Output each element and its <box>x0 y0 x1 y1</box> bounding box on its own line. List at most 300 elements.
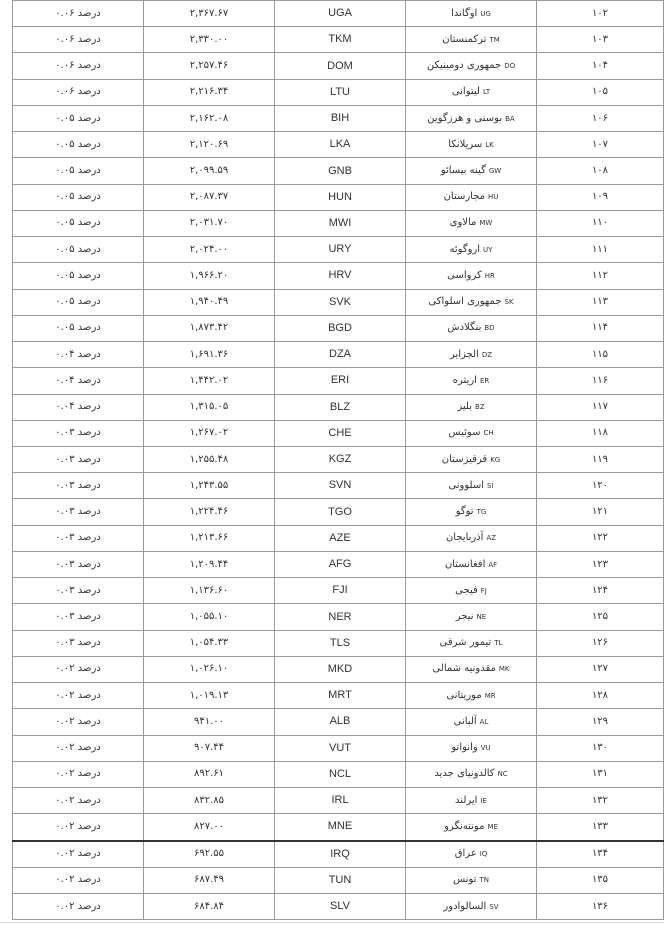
rank-cell: ۱۰۵ <box>537 79 664 105</box>
country-name-wrap <box>432 663 509 674</box>
share-percent-cell: ۰.۰۲ درصد <box>13 709 144 735</box>
iso2-code: SI <box>487 481 494 490</box>
iso2-code: UY <box>483 245 493 254</box>
rank-cell: ۱۳۲ <box>537 788 664 814</box>
iso2-code: LK <box>485 140 494 149</box>
iso3-code-cell: BGD <box>275 315 406 341</box>
country-name-wrap <box>447 270 495 281</box>
share-percent-cell: ۰.۰۳ درصد <box>13 525 144 551</box>
share-percent-cell: ۰.۰۵ درصد <box>13 289 144 315</box>
rank-cell: ۱۳۱ <box>537 761 664 787</box>
iso2-code: BZ <box>475 403 485 412</box>
country-ranking-table <box>12 0 664 920</box>
iso3-code-cell: MWI <box>275 210 406 236</box>
table-row <box>13 184 664 210</box>
iso2-code: IQ <box>479 850 488 859</box>
table-row <box>13 656 664 682</box>
share-percent-cell: ۰.۰۲ درصد <box>13 893 144 919</box>
country-name-wrap <box>427 60 515 71</box>
value-cell: ۲,۳۳۰.۰۰ <box>144 27 275 53</box>
country-name: بوسنی و هرزگوین <box>427 112 503 124</box>
country-name-wrap <box>443 901 498 912</box>
country-name-wrap <box>457 401 484 412</box>
iso3-code-cell: DOM <box>275 53 406 79</box>
iso2-code: MK <box>498 665 510 674</box>
table-row <box>13 420 664 446</box>
country-name: موریتانی <box>446 689 482 701</box>
iso2-code: SK <box>504 298 514 307</box>
table-row <box>13 604 664 630</box>
value-cell: ۲,۱۲۰.۶۹ <box>144 132 275 158</box>
country-name-wrap <box>454 716 489 727</box>
value-cell: ۱,۰۲۶.۱۰ <box>144 656 275 682</box>
share-percent-cell: ۰.۰۵ درصد <box>13 132 144 158</box>
country-name-cell <box>406 368 537 394</box>
value-cell: ۲,۰۸۷.۳۷ <box>144 184 275 210</box>
iso2-code: BA <box>505 114 515 123</box>
iso3-code-cell: IRQ <box>275 841 406 868</box>
iso3-code-cell: DZA <box>275 342 406 368</box>
value-cell: ۱,۲۴۳.۵۵ <box>144 473 275 499</box>
rank-cell: ۱۲۹ <box>537 709 664 735</box>
country-name: کالدونیای جدید <box>434 768 495 780</box>
country-name: سریلانکا <box>448 138 483 150</box>
iso3-code-cell: SLV <box>275 893 406 919</box>
country-name: ترکمنستان <box>442 33 487 45</box>
country-name-cell <box>406 867 537 893</box>
table-row <box>13 683 664 709</box>
iso2-code: TG <box>476 508 487 517</box>
share-percent-cell: ۰.۰۳ درصد <box>13 473 144 499</box>
country-name-cell <box>406 394 537 420</box>
iso2-code: DZ <box>481 350 493 359</box>
table-row <box>13 342 664 368</box>
country-name-wrap <box>444 191 499 202</box>
share-percent-cell: ۰.۰۲ درصد <box>13 841 144 868</box>
country-name-wrap <box>446 532 496 543</box>
rank-cell: ۱۲۶ <box>537 630 664 656</box>
country-name: اریتره <box>452 374 477 386</box>
table-row <box>13 289 664 315</box>
country-name-wrap <box>456 506 487 517</box>
country-name-wrap <box>446 690 495 701</box>
iso3-code-cell: TKM <box>275 27 406 53</box>
rank-cell: ۱۱۰ <box>537 210 664 236</box>
country-name-cell <box>406 210 537 236</box>
country-name-cell <box>406 499 537 525</box>
country-name: افغانستان <box>444 558 486 570</box>
country-name: الجزایر <box>449 348 479 360</box>
country-name-wrap <box>450 349 492 360</box>
value-cell: ۱,۲۰۹.۴۴ <box>144 551 275 577</box>
country-name-cell <box>406 578 537 604</box>
rank-cell: ۱۲۲ <box>537 525 664 551</box>
country-name-wrap <box>452 86 490 97</box>
table-row <box>13 158 664 184</box>
share-percent-cell: ۰.۰۶ درصد <box>13 27 144 53</box>
iso3-code-cell: IRL <box>275 788 406 814</box>
rank-cell: ۱۱۲ <box>537 263 664 289</box>
country-name: اوگاندا <box>451 7 478 19</box>
rank-cell: ۱۱۴ <box>537 315 664 341</box>
iso3-code-cell: MKD <box>275 656 406 682</box>
value-cell: ۱,۴۴۲.۰۲ <box>144 368 275 394</box>
iso3-code-cell: URY <box>275 237 406 263</box>
rank-cell: ۱۲۵ <box>537 604 664 630</box>
iso3-code-cell: AZE <box>275 525 406 551</box>
country-name-cell <box>406 473 537 499</box>
country-name-cell <box>406 1 537 27</box>
country-name-cell <box>406 604 537 630</box>
iso3-code-cell: FJI <box>275 578 406 604</box>
value-cell: ۶۸۷.۴۹ <box>144 867 275 893</box>
iso3-code-cell: LTU <box>275 79 406 105</box>
share-percent-cell: ۰.۰۲ درصد <box>13 735 144 761</box>
share-percent-cell: ۰.۰۴ درصد <box>13 368 144 394</box>
share-percent-cell: ۰.۰۶ درصد <box>13 79 144 105</box>
share-percent-cell: ۰.۰۵ درصد <box>13 210 144 236</box>
share-percent-cell: ۰.۰۳ درصد <box>13 578 144 604</box>
table-row <box>13 709 664 735</box>
country-name-wrap <box>448 139 494 150</box>
rank-cell: ۱۱۸ <box>537 420 664 446</box>
iso3-code-cell: GNB <box>275 158 406 184</box>
rank-cell: ۱۰۲ <box>537 1 664 27</box>
country-name-cell <box>406 158 537 184</box>
table-row <box>13 788 664 814</box>
country-name-wrap <box>455 848 488 859</box>
country-name-cell <box>406 342 537 368</box>
table-row <box>13 814 664 841</box>
iso3-code-cell: ERI <box>275 368 406 394</box>
country-name: بلیز <box>457 401 473 413</box>
table-row <box>13 1 664 27</box>
rank-cell: ۱۳۳ <box>537 814 664 841</box>
country-name-wrap <box>442 34 500 45</box>
iso2-code: VU <box>480 744 491 753</box>
value-cell: ۲,۲۱۶.۳۴ <box>144 79 275 105</box>
rank-cell: ۱۲۳ <box>537 551 664 577</box>
value-cell: ۱,۱۳۶.۶۰ <box>144 578 275 604</box>
table-row <box>13 867 664 893</box>
share-percent-cell: ۰.۰۳ درصد <box>13 420 144 446</box>
country-name-cell <box>406 105 537 131</box>
country-name-wrap <box>440 637 503 648</box>
country-name-wrap <box>456 611 486 622</box>
country-name-cell <box>406 420 537 446</box>
rank-cell: ۱۰۴ <box>537 53 664 79</box>
rank-cell: ۱۰۶ <box>537 105 664 131</box>
country-name-cell <box>406 814 537 841</box>
rank-cell: ۱۲۸ <box>537 683 664 709</box>
iso2-code: NC <box>497 770 508 779</box>
country-name-cell <box>406 841 537 868</box>
table-row <box>13 237 664 263</box>
value-cell: ۱,۰۵۵.۱۰ <box>144 604 275 630</box>
share-percent-cell: ۰.۰۲ درصد <box>13 683 144 709</box>
iso2-code: LT <box>482 88 491 97</box>
country-name-cell <box>406 551 537 577</box>
value-cell: ۹۴۱.۰۰ <box>144 709 275 735</box>
country-name-wrap <box>455 795 487 806</box>
iso3-code-cell: UGA <box>275 1 406 27</box>
share-percent-cell: ۰.۰۳ درصد <box>13 499 144 525</box>
rank-cell: ۱۰۹ <box>537 184 664 210</box>
iso3-code-cell: HRV <box>275 263 406 289</box>
table-row <box>13 473 664 499</box>
share-percent-cell: ۰.۰۵ درصد <box>13 184 144 210</box>
rank-cell: ۱۱۳ <box>537 289 664 315</box>
country-name: توگو <box>455 506 474 518</box>
table-row <box>13 132 664 158</box>
country-name-cell <box>406 79 537 105</box>
table-row <box>13 525 664 551</box>
iso2-code: SV <box>489 902 499 911</box>
iso2-code: UG <box>480 9 491 18</box>
share-percent-cell: ۰.۰۲ درصد <box>13 814 144 841</box>
iso3-code-cell: NER <box>275 604 406 630</box>
value-cell: ۱,۲۱۳.۶۶ <box>144 525 275 551</box>
country-name: لیتوانی <box>451 86 480 98</box>
value-cell: ۱,۲۶۷.۰۲ <box>144 420 275 446</box>
country-name-cell <box>406 709 537 735</box>
country-name: جمهوری دومینیکن <box>426 60 502 72</box>
iso2-code: ME <box>487 822 498 831</box>
country-name-cell <box>406 315 537 341</box>
value-cell: ۱,۳۱۵.۰۵ <box>144 394 275 420</box>
rank-cell: ۱۱۹ <box>537 446 664 472</box>
iso2-code: HR <box>484 271 495 280</box>
table-row <box>13 53 664 79</box>
iso3-code-cell: MRT <box>275 683 406 709</box>
iso3-code-cell: LKA <box>275 132 406 158</box>
country-name-wrap <box>450 217 493 228</box>
table-row <box>13 27 664 53</box>
rank-cell: ۱۳۶ <box>537 893 664 919</box>
table-row <box>13 446 664 472</box>
iso2-code: NE <box>476 613 487 621</box>
value-cell: ۱,۹۶۶.۲۰ <box>144 263 275 289</box>
iso2-code: TN <box>479 876 489 885</box>
country-name-cell <box>406 683 537 709</box>
value-cell: ۲,۲۵۷.۴۶ <box>144 53 275 79</box>
table-row <box>13 735 664 761</box>
country-name-wrap <box>428 296 513 307</box>
country-name: آذربایجان <box>445 532 484 544</box>
share-percent-cell: ۰.۰۲ درصد <box>13 788 144 814</box>
iso3-code-cell: TLS <box>275 630 406 656</box>
country-name-cell <box>406 446 537 472</box>
iso2-code: HU <box>488 193 499 202</box>
value-cell: ۲,۱۶۲.۰۸ <box>144 105 275 131</box>
country-name: گینه بیسائو <box>440 165 486 177</box>
country-name-cell <box>406 525 537 551</box>
share-percent-cell: ۰.۰۲ درصد <box>13 867 144 893</box>
share-percent-cell: ۰.۰۵ درصد <box>13 315 144 341</box>
country-name: عراق <box>454 848 477 860</box>
rank-cell: ۱۰۷ <box>537 132 664 158</box>
country-name-wrap <box>455 585 487 596</box>
rank-cell: ۱۰۳ <box>537 27 664 53</box>
country-name-wrap <box>442 454 500 465</box>
rank-cell: ۱۳۴ <box>537 841 664 868</box>
table-row <box>13 630 664 656</box>
iso2-code: DO <box>504 62 516 71</box>
iso3-code-cell: BLZ <box>275 394 406 420</box>
value-cell: ۸۳۲.۸۵ <box>144 788 275 814</box>
iso3-code-cell: KGZ <box>275 446 406 472</box>
country-name-wrap <box>427 113 514 124</box>
country-name-wrap <box>441 165 501 176</box>
country-name: آلبانی <box>453 715 477 727</box>
country-name: کرواسی <box>447 269 482 281</box>
country-name-wrap <box>444 821 498 832</box>
iso2-code: IE <box>480 796 487 805</box>
share-percent-cell: ۰.۰۵ درصد <box>13 263 144 289</box>
share-percent-cell: ۰.۰۴ درصد <box>13 342 144 368</box>
country-name-wrap <box>453 874 489 885</box>
value-cell: ۱,۰۵۴.۳۳ <box>144 630 275 656</box>
value-cell: ۲,۰۳۱.۷۰ <box>144 210 275 236</box>
iso2-code: MW <box>479 219 493 228</box>
table-row <box>13 578 664 604</box>
country-name: اسلوونی <box>448 479 485 491</box>
rank-cell: ۱۲۰ <box>537 473 664 499</box>
table-row <box>13 368 664 394</box>
iso3-code-cell: AFG <box>275 551 406 577</box>
country-name-cell <box>406 788 537 814</box>
iso2-code: ER <box>479 376 490 385</box>
table-row <box>13 210 664 236</box>
iso2-code: TM <box>489 35 500 44</box>
share-percent-cell: ۰.۰۳ درصد <box>13 630 144 656</box>
iso2-code: MR <box>484 691 496 700</box>
country-name-cell <box>406 53 537 79</box>
iso2-code: TL <box>494 639 503 648</box>
iso2-code: KG <box>490 455 501 464</box>
value-cell: ۲,۰۲۴.۰۰ <box>144 237 275 263</box>
country-name-wrap <box>447 322 494 333</box>
country-name-cell <box>406 656 537 682</box>
iso2-code: FJ <box>480 586 487 595</box>
share-percent-cell: ۰.۰۳ درصد <box>13 551 144 577</box>
iso2-code: GW <box>488 167 502 176</box>
rank-cell: ۱۲۷ <box>537 656 664 682</box>
country-name: نیجر <box>455 611 474 622</box>
rank-cell: ۱۳۵ <box>537 867 664 893</box>
share-percent-cell: ۰.۰۵ درصد <box>13 158 144 184</box>
rank-cell: ۱۲۴ <box>537 578 664 604</box>
country-name-wrap <box>451 8 491 19</box>
country-name-cell <box>406 735 537 761</box>
country-name-cell <box>406 630 537 656</box>
country-name-wrap <box>451 742 490 753</box>
country-name-wrap <box>450 244 493 255</box>
page-bottom-divider <box>0 922 664 923</box>
share-percent-cell: ۰.۰۶ درصد <box>13 1 144 27</box>
iso3-code-cell: MNE <box>275 814 406 841</box>
value-cell: ۱,۲۲۴.۴۶ <box>144 499 275 525</box>
value-cell: ۶۸۴.۸۴ <box>144 893 275 919</box>
value-cell: ۲,۳۶۷.۶۷ <box>144 1 275 27</box>
table-body <box>13 1 664 920</box>
value-cell: ۸۹۲.۶۱ <box>144 761 275 787</box>
country-name: السالوادور <box>443 900 487 912</box>
country-name-wrap <box>453 375 489 386</box>
share-percent-cell: ۰.۰۵ درصد <box>13 237 144 263</box>
table-row <box>13 761 664 787</box>
country-name-cell <box>406 132 537 158</box>
country-name: تیمور شرقی <box>439 637 492 649</box>
value-cell: ۱,۹۴۰.۴۹ <box>144 289 275 315</box>
rank-cell: ۱۳۰ <box>537 735 664 761</box>
iso2-code: CH <box>483 429 494 438</box>
country-name: مقدونیه شمالی <box>432 663 496 675</box>
country-name: ایرلند <box>455 794 478 806</box>
share-percent-cell: ۰.۰۶ درصد <box>13 53 144 79</box>
share-percent-cell: ۰.۰۳ درصد <box>13 604 144 630</box>
share-percent-cell: ۰.۰۴ درصد <box>13 394 144 420</box>
table-row <box>13 315 664 341</box>
iso2-code: AF <box>488 560 498 569</box>
share-percent-cell: ۰.۰۳ درصد <box>13 446 144 472</box>
value-cell: ۱,۲۵۵.۴۸ <box>144 446 275 472</box>
country-name-wrap <box>448 427 493 438</box>
country-name: اروگوئه <box>449 243 481 255</box>
rank-cell: ۱۱۷ <box>537 394 664 420</box>
iso2-code: AL <box>479 717 489 726</box>
value-cell: ۱,۰۱۹.۱۳ <box>144 683 275 709</box>
country-name-wrap <box>445 559 497 570</box>
country-name: بنگلادش <box>447 322 482 334</box>
share-percent-cell: ۰.۰۲ درصد <box>13 761 144 787</box>
rank-cell: ۱۱۵ <box>537 342 664 368</box>
value-cell: ۶۹۲.۵۵ <box>144 841 275 868</box>
value-cell: ۹۰۷.۴۴ <box>144 735 275 761</box>
iso2-code: AZ <box>486 534 497 543</box>
country-name: قرقیزستان <box>441 453 488 465</box>
country-name-cell <box>406 237 537 263</box>
rank-cell: ۱۱۶ <box>537 368 664 394</box>
iso3-code-cell: SVK <box>275 289 406 315</box>
table-row <box>13 79 664 105</box>
share-percent-cell: ۰.۰۲ درصد <box>13 656 144 682</box>
country-name: وانواتو <box>451 742 478 754</box>
iso2-code: BD <box>484 324 495 333</box>
country-name-cell <box>406 263 537 289</box>
table-row <box>13 499 664 525</box>
rank-cell: ۱۱۱ <box>537 237 664 263</box>
iso3-code-cell: VUT <box>275 735 406 761</box>
iso3-code-cell: HUN <box>275 184 406 210</box>
table-row <box>13 394 664 420</box>
country-name-cell <box>406 289 537 315</box>
country-name-cell <box>406 893 537 919</box>
country-name: مجارستان <box>443 191 486 203</box>
country-name: تونس <box>453 874 477 886</box>
iso3-code-cell: SVN <box>275 473 406 499</box>
country-name-wrap <box>448 480 493 491</box>
iso3-code-cell: ALB <box>275 709 406 735</box>
iso3-code-cell: TUN <box>275 867 406 893</box>
share-percent-cell: ۰.۰۵ درصد <box>13 105 144 131</box>
country-name-cell <box>406 761 537 787</box>
iso3-code-cell: BIH <box>275 105 406 131</box>
table-row <box>13 105 664 131</box>
value-cell: ۲,۰۹۹.۵۹ <box>144 158 275 184</box>
table-row <box>13 841 664 868</box>
rank-cell: ۱۰۸ <box>537 158 664 184</box>
